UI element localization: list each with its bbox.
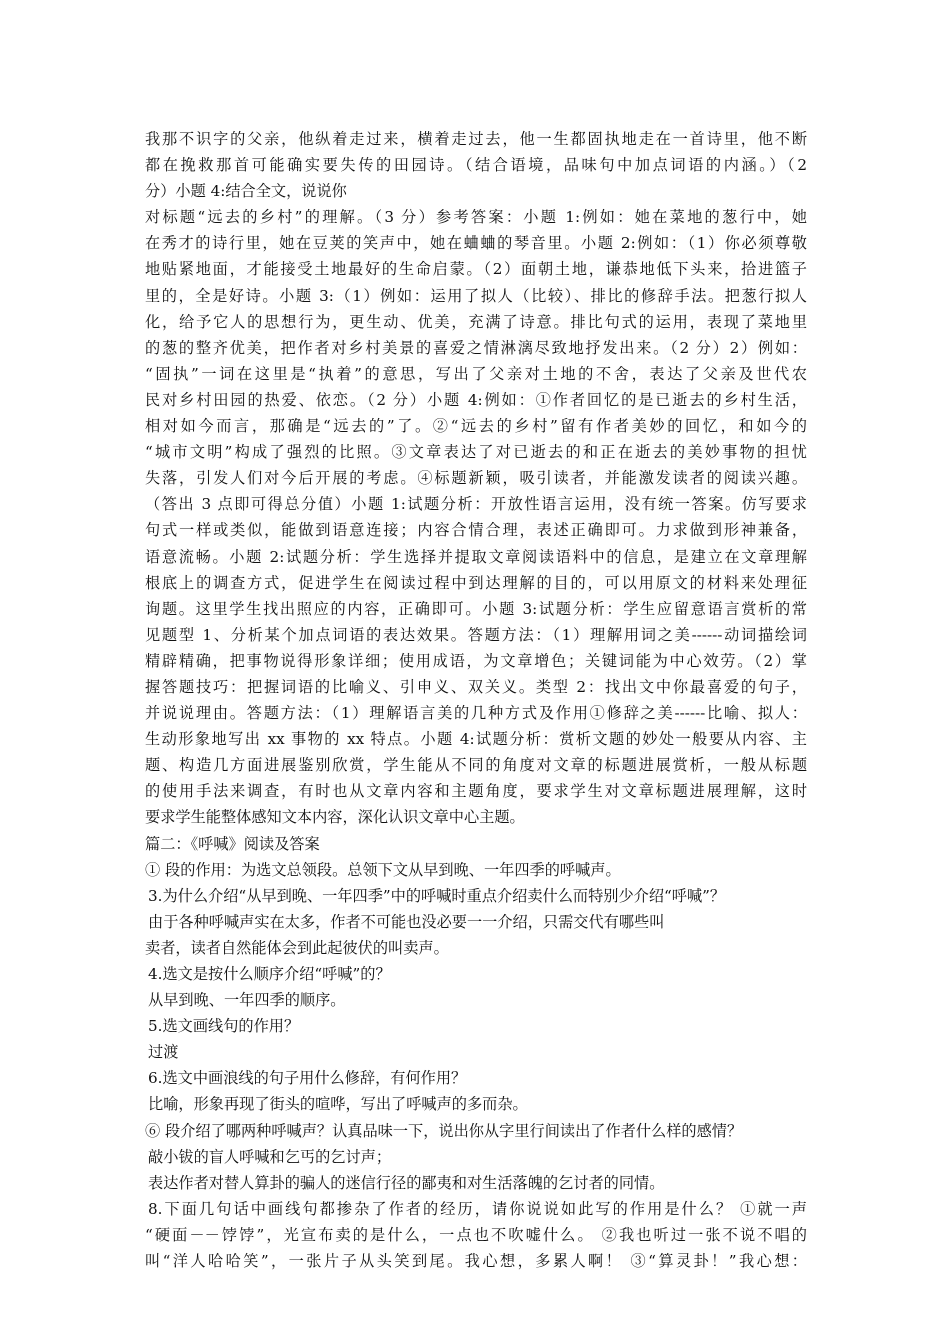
text-line: 比喻，形象再现了街头的喧哗，写出了呼喊声的多而杂。 <box>148 1095 528 1114</box>
text-line: 都在挽救那首可能确实要失传的田园诗。（结合语境，品味句中加点词语的内涵。）（2 <box>145 156 807 175</box>
text-line: 见题型 1、分析某个加点词语的表达效果。答题方法：（1）理解用词之美------动词描绘词 <box>145 625 807 644</box>
text-line: 根底上的调查方式，促进学生在阅读过程中到达理解的目的，可以用原文的材料来处理征 <box>145 573 807 592</box>
text-line: 分）小题 4:结合全文，说说你 <box>145 182 347 201</box>
text-line: （答出 3 点即可得总分值）小题 1:试题分析：开放性语言运用，没有统一答案。仿写要求 <box>145 495 807 514</box>
text-line: 3.为什么介绍“从早到晚、一年四季”中的呼喊时重点介绍卖什么而特别少介绍“呼喊”？ <box>148 886 726 905</box>
text-line: “硬面－－饽饽”，光宣布卖的是什么，一点也不吹嘘什么。 ②我也听过一张不说不唱的 <box>145 1225 807 1244</box>
text-line: 4.选文是按什么顺序介绍“呼喊”的？ <box>148 965 391 983</box>
text-line: 表达作者对替人算卦的骗人的迷信行径的鄙夷和对生活落魄的乞讨者的同情。 <box>148 1173 665 1192</box>
text-line: “城市文明”构成了强烈的比照。③文章表达了对已逝去的和正在逝去的美妙事物的担忧 <box>145 443 807 462</box>
text-line: 敲小钹的盲人呼喊和乞丐的乞讨声； <box>148 1147 391 1166</box>
text-line: 叫“洋人哈哈笑”，一张片子从头笑到尾。我心想，多累人啊！ ③“算灵卦！”我心想： <box>145 1252 807 1271</box>
text-line: 从早到晚、一年四季的顺序。 <box>148 991 346 1010</box>
text-line: 化，给予它人的思想行为，更生动、优美，充满了诗意。排比句式的运用，表现了菜地里 <box>145 312 807 331</box>
text-line: 8.下面几句话中画线句都掺杂了作者的经历，请你说说如此写的作用是什么？ ①就一声 <box>148 1199 807 1218</box>
text-line: ⑥ 段介绍了哪两种呼喊声？认真品味一下，说出你从字里行间读出了作者什么样的感情？ <box>145 1121 743 1140</box>
text-line: 握答题技巧：把握词语的比喻义、引申义、双关义。类型 2：找出文中你最喜爱的句子， <box>145 677 807 696</box>
text-line: 语意流畅。小题 2:试题分析：学生选择并提取文章阅读语料中的信息，是建立在文章理解 <box>145 547 807 566</box>
text-line: 卖者，读者自然能体会到此起彼伏的叫卖声。 <box>145 938 449 957</box>
text-line: 询题。这里学生找出照应的内容，正确即可。小题 3:试题分析：学生应留意语言赏析的常 <box>145 599 807 618</box>
text-line: 过渡 <box>148 1043 179 1062</box>
text-line: 民对乡村田园的热爱、依恋。（2 分）小题 4:例如：①作者回忆的是已逝去的乡村生活， <box>145 390 807 409</box>
text-line: 要求学生能整体感知文本内容，深化认识文章中心主题。 <box>145 808 525 827</box>
document-body <box>145 126 807 1274</box>
text-line: 6.选文中画浪线的句子用什么修辞，有何作用？ <box>148 1069 467 1088</box>
text-line: 相对如今而言，那确是“远去的”了。②“远去的乡村”留有作者美妙的回忆，和如今的 <box>145 417 807 436</box>
text-line: 生动形象地写出 xx 事物的 xx 特点。小题 4:试题分析：赏析文题的妙处一般要从内容、主 <box>145 730 807 749</box>
text-line: 我那不识字的父亲，他纵着走过来，横着走过去，他一生都固执地走在一首诗里，他不断 <box>145 130 807 148</box>
text-line: 地贴紧地面，才能接受土地最好的生命启蒙。（2）面朝土地，谦恭地低下头来，拾进篮子 <box>145 260 807 279</box>
text-line: 句式一样或类似，能做到语意连接；内容合情合理，表述正确即可。力求做到形神兼备， <box>145 521 807 540</box>
text-line: 对标题“远去的乡村”的理解。（3 分）参考答案：小题 1:例如：她在菜地的葱行中，她 <box>145 208 807 227</box>
text-line: 里的，全是好诗。小题 3:（1）例如：运用了拟人（比较）、排比的修辞手法。把葱行拟人 <box>145 286 807 305</box>
text-line: 失落，引发人们对今后开展的考虑。④标题新颖，吸引读者，并能激发读者的阅读兴趣。 <box>145 469 807 488</box>
text-line: 篇二：《呼喊》阅读及答案 <box>145 834 320 853</box>
text-line: ① 段的作用：为选文总领段。总领下文从早到晚、一年四季的呼喊声。 <box>145 860 621 879</box>
text-line: 的使用手法来调查，有时也从文章内容和主题角度，要求学生对文章标题进展理解，这时 <box>145 782 807 801</box>
text-line: 的葱的整齐优美，把作者对乡村美景的喜爱之情淋漓尽致地抒发出来。（2 分）2）例如： <box>145 338 807 357</box>
text-line: 5.选文画线句的作用？ <box>148 1017 300 1036</box>
text-line: 由于各种呼喊声实在太多，作者不可能也没必要一一介绍，只需交代有哪些叫 <box>148 912 665 931</box>
text-line: “固执”一词在这里是“执着”的意思，写出了父亲对土地的不舍，表达了父亲及世代农 <box>145 364 807 383</box>
text-line: 精辟精确，把事物说得形象详细；使用成语，为文章增色；关键词能为中心效劳。（2）掌 <box>145 651 807 670</box>
text-line: 并说说理由。答题方法：（1）理解语言美的几种方式及作用①修辞之美------比喻、拟人： <box>145 704 807 723</box>
text-line: 题、构造几方面进展鉴别欣赏，学生能从不同的角度对文章的标题进展赏析，一般从标题 <box>145 756 807 775</box>
text-line: 在秀才的诗行里，她在豆荚的笑声中，她在蛐蛐的琴音里。小题 2:例如：（1）你必须尊敬 <box>145 234 807 253</box>
